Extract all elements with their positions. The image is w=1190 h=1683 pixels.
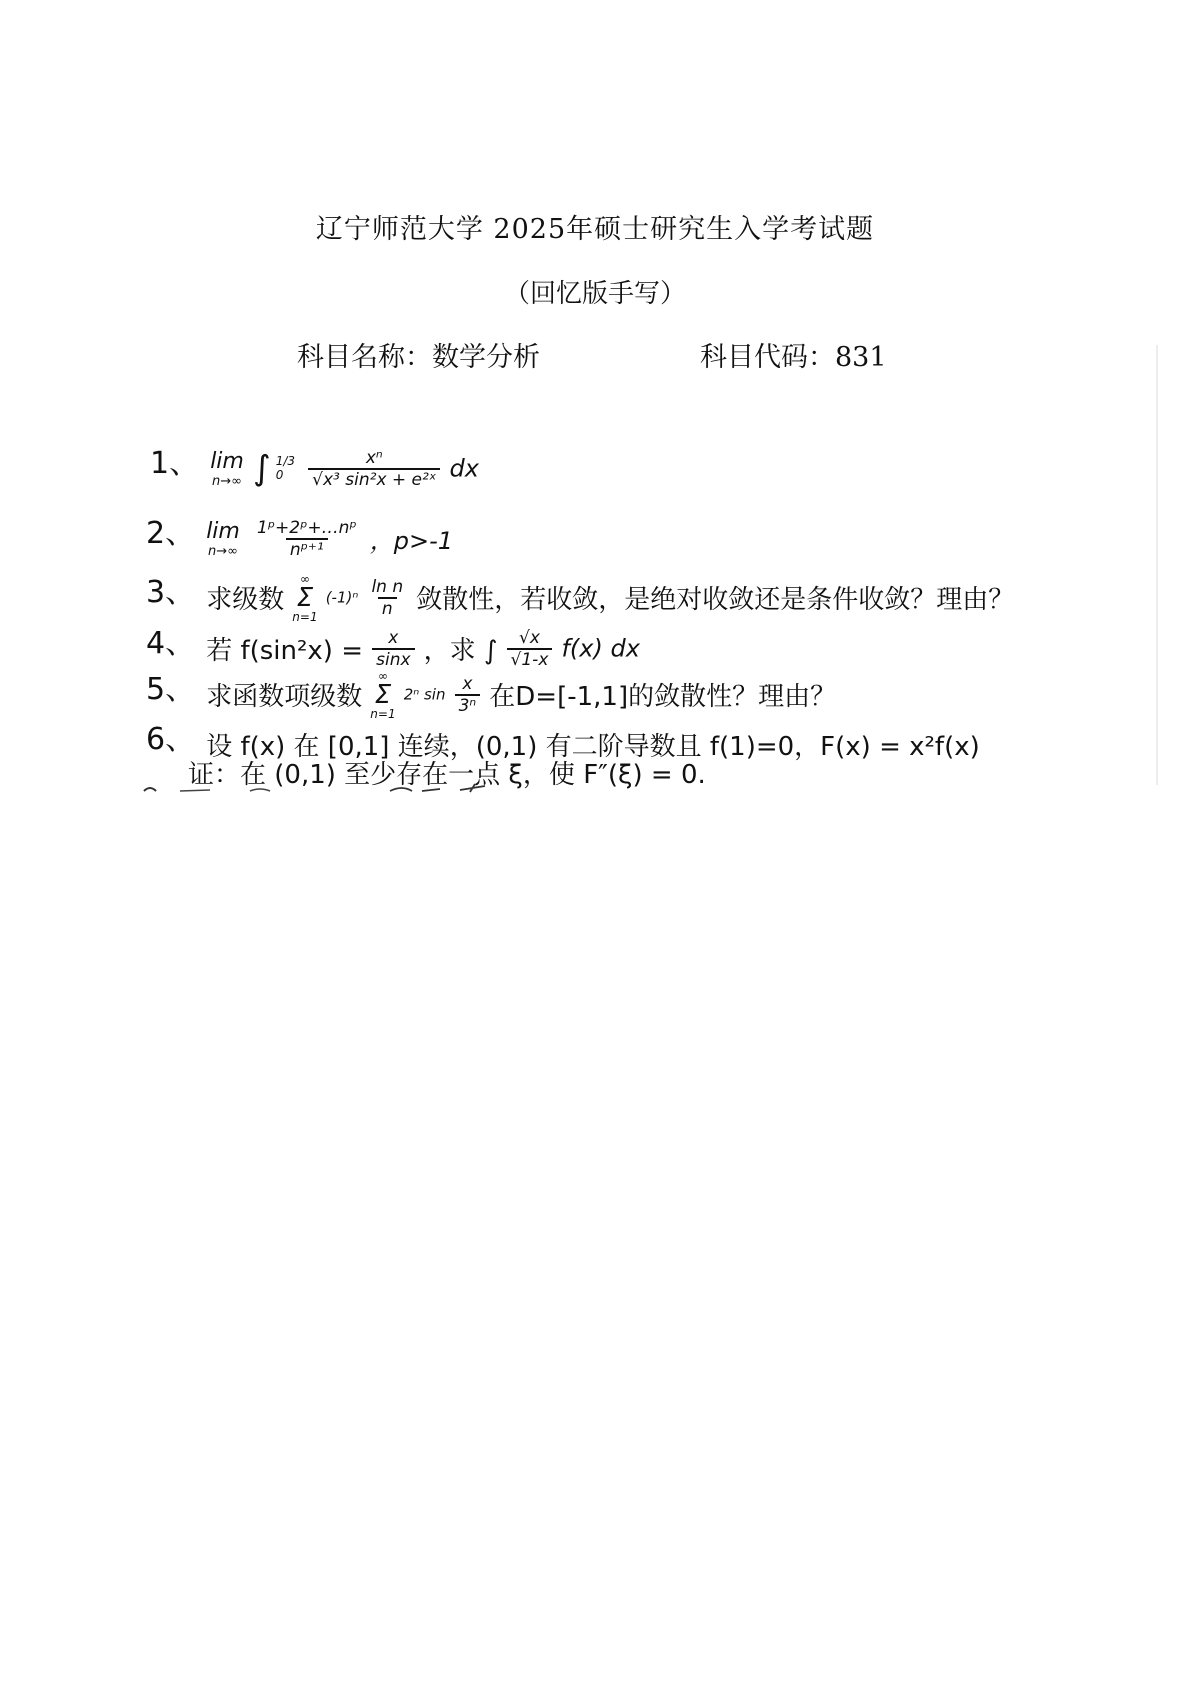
question-suffix: 敛散性，若收敛，是绝对收敛还是条件收敛？理由？ <box>416 585 1015 615</box>
differential: dx <box>449 454 479 483</box>
question-statement: 设 f(x) 在 [0,1] 连续，(0,1) 有二阶导数且 f(1)=0，F(x) = x²f(x) <box>206 732 980 762</box>
question-proof: 证：在 (0,1) 至少存在一点 ξ，使 F″(ξ) = 0. <box>188 760 706 790</box>
subject-name-line <box>297 335 540 374</box>
integrand-fraction <box>308 448 440 490</box>
condition: ，p>-1 <box>369 527 454 555</box>
question-number: 1、 <box>150 446 200 481</box>
question-middle: ，求 ∫ <box>423 636 498 666</box>
limit-label: lim <box>210 448 244 474</box>
limit-subscript: n→∞ <box>208 543 238 559</box>
limit-fraction <box>253 518 361 560</box>
fraction-numerator: ln n <box>371 576 404 597</box>
question-prefix: 若 f(sin²x) = <box>206 636 364 666</box>
series-fraction <box>367 577 407 619</box>
sum-lower: n=1 <box>370 706 396 721</box>
question-number: 2、 <box>146 516 196 551</box>
sum-upper: ∞ <box>377 668 388 683</box>
subject-name-label: 科目名称： <box>297 342 432 373</box>
limit-operator <box>206 519 240 559</box>
fraction-denominator: n <box>378 597 397 619</box>
fraction-numerator: x <box>462 673 473 694</box>
question-suffix: f(x) dx <box>561 634 640 663</box>
integral-sign: ∫ <box>252 448 271 489</box>
sum-upper: ∞ <box>299 571 310 586</box>
question-suffix: 在D=[-1,1]的敛散性？理由？ <box>489 682 837 712</box>
fraction-denominator: √x³ sin²x + e²ˣ <box>308 468 440 490</box>
question-number: 6、 <box>146 722 196 757</box>
question-number: 5、 <box>146 672 196 707</box>
question-number: 4、 <box>146 626 196 661</box>
cut-off-handwriting <box>140 783 620 793</box>
sigma-icon: Σ <box>296 582 314 613</box>
fraction-denominator: nᵖ⁺¹ <box>286 538 328 560</box>
question-number: 3、 <box>146 575 196 610</box>
fraction-numerator: x <box>388 627 399 648</box>
limit-label: lim <box>206 518 240 544</box>
fraction-numerator: √x <box>519 627 540 648</box>
series-fraction <box>455 674 481 716</box>
integral-limits <box>276 455 295 481</box>
scan-edge <box>1156 345 1158 785</box>
series-term: 2ⁿ sin <box>403 685 446 704</box>
summation-sign <box>370 670 395 720</box>
question-3 <box>146 567 1014 623</box>
question-1 <box>150 438 479 490</box>
summation-sign <box>292 573 317 623</box>
limit-subscript: n→∞ <box>212 473 242 489</box>
series-term: (-1)ⁿ <box>325 588 359 607</box>
limit-operator <box>210 449 244 489</box>
sum-lower: n=1 <box>292 609 318 624</box>
question-5 <box>146 664 836 720</box>
question-prefix: 求函数项级数 <box>206 682 363 712</box>
fraction-numerator: xⁿ <box>365 447 383 468</box>
fraction-denominator: 3ⁿ <box>455 694 481 716</box>
exam-subtitle: （回忆版手写） <box>503 279 686 309</box>
subject-code-line <box>700 335 887 374</box>
question-4 <box>146 618 640 670</box>
subject-code: 831 <box>835 342 887 373</box>
fraction-denominator: sinx <box>372 648 414 670</box>
subject-code-label: 科目代码： <box>700 342 835 373</box>
integral-upper: 1/3 <box>275 454 296 469</box>
fraction-denominator: √1-x <box>507 648 553 670</box>
exam-title: 辽宁师范大学 2025年硕士研究生入学考试题 <box>315 214 875 245</box>
integral-lower: 0 <box>275 467 284 482</box>
fraction-numerator: 1ᵖ+2ᵖ+…nᵖ <box>256 517 357 538</box>
question-prefix: 求级数 <box>206 585 285 615</box>
subject-name: 数学分析 <box>432 342 540 373</box>
sigma-icon: Σ <box>374 679 392 710</box>
question-2 <box>146 508 453 560</box>
